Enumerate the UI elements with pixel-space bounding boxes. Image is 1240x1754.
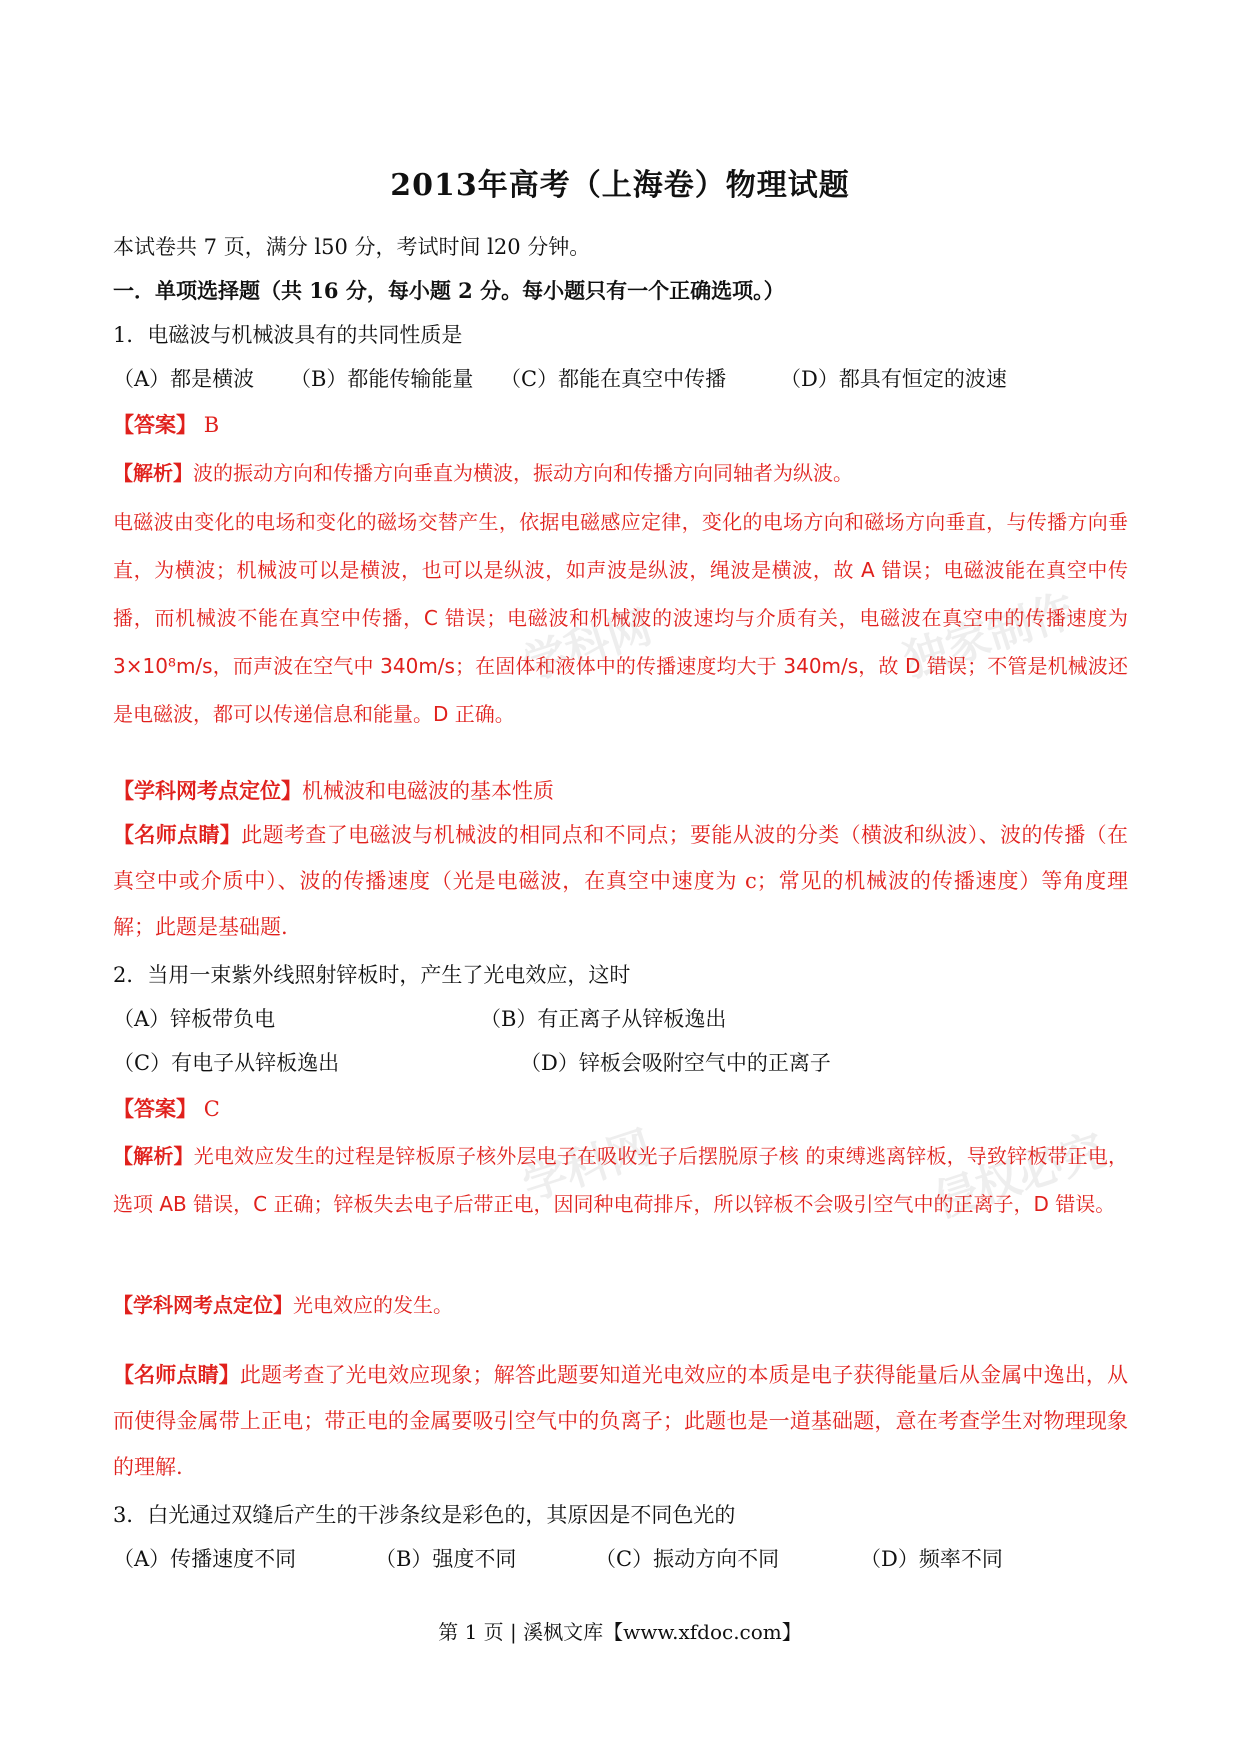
question-2-tip bbox=[113, 1352, 1128, 1490]
answer-label: 【答案】 bbox=[113, 1096, 197, 1121]
analysis-first-line: 波的振动方向和传播方向垂直为横波，振动方向和传播方向同轴者为纵波。 bbox=[193, 461, 853, 485]
topic-text: 机械波和电磁波的基本性质 bbox=[302, 779, 554, 803]
question-3-option-a: （A）传播速度不同 bbox=[113, 1547, 297, 1571]
question-2-analysis bbox=[113, 1132, 1128, 1228]
watermark-text: 侵权必究 bbox=[927, 1124, 1111, 1228]
question-1-stem: 1．电磁波与机械波具有的共同性质是 bbox=[113, 323, 463, 347]
watermark-text: 学科网 bbox=[516, 601, 659, 691]
question-2-answer bbox=[113, 1086, 1128, 1132]
tip-label: 【名师点睛】 bbox=[113, 822, 242, 847]
question-1-option-c: （C）都能在真空中传播 bbox=[500, 367, 727, 391]
question-1-topic bbox=[113, 768, 1128, 814]
question-3-stem: 3．白光通过双缝后产生的干涉条纹是彩色的，其原因是不同色光的 bbox=[113, 1503, 736, 1527]
page-footer: 第 1 页 | 溪枫文库【www.xfdoc.com】 bbox=[438, 1620, 802, 1644]
question-1-analysis-intro bbox=[113, 450, 1128, 496]
tip-text: 此题考查了电磁波与机械波的相同点和不同点；要能从波的分类（横波和纵波）、波的传播（在真空中或介质中）、波的传播速度（光是电磁波，在真空中速度为 c；常见的机械波的传播速度）等角度理解；此题是基础题. bbox=[113, 823, 1128, 939]
topic-label: 【学科网考点定位】 bbox=[113, 778, 302, 803]
question-3-option-d: （D）频率不同 bbox=[860, 1547, 1003, 1571]
question-3-option-c: （C）振动方向不同 bbox=[595, 1547, 780, 1571]
answer-value: C bbox=[203, 1097, 220, 1121]
intro-text: 本试卷共 7 页，满分 l50 分，考试时间 l20 分钟。 bbox=[113, 235, 591, 259]
question-1-option-d: （D）都具有恒定的波速 bbox=[780, 367, 1007, 391]
question-2-topic bbox=[113, 1282, 1128, 1328]
question-2-option-c: （C）有电子从锌板逸出 bbox=[113, 1051, 340, 1075]
question-2-option-d: （D）锌板会吸附空气中的正离子 bbox=[520, 1051, 831, 1075]
topic-text: 光电效应的发生。 bbox=[293, 1293, 453, 1317]
answer-label: 【答案】 bbox=[113, 412, 197, 437]
question-1-option-b: （B）都能传输能量 bbox=[290, 367, 474, 391]
question-2-option-b: （B）有正离子从锌板逸出 bbox=[480, 1007, 727, 1031]
question-1-analysis-body: 电磁波由变化的电场和变化的磁场交替产生，依据电磁感应定律，变化的电场方向和磁场方向垂直，与传播方向垂直，为横波；机械波可以是横波，也可以是纵波，如声波是纵波，绳波是横波，故 A 错误；电磁波能在真空中传播，而机械波不能在真空中传播，C 错误；电磁波和机械波的波速均与介质有关，电磁波在真空中的传播速度为 3×10⁸m/s，而声波在空气中 340m/s；在固体和液体中的传播速度均大于 340m/s，故 D 错误；不管是机械波还是电磁波，都可以传递信息和能量。D 正确。 bbox=[113, 510, 1128, 726]
question-3-option-b: （B）强度不同 bbox=[375, 1547, 517, 1571]
analysis-text: 光电效应发生的过程是锌板原子核外层电子在吸收光子后摆脱原子核 的束缚逃离锌板，导致锌板带正电，选项 AB 错误，C 正确；锌板失去电子后带正电，因同种电荷排斥，所以锌板不会吸引空气中的正离子，D 错误。 bbox=[113, 1144, 1129, 1216]
question-1-tip bbox=[113, 812, 1128, 950]
question-2-option-a: （A）锌板带负电 bbox=[113, 1007, 276, 1031]
section-heading: 一．单项选择题（共 16 分，每小题 2 分。每小题只有一个正确选项。） bbox=[113, 278, 785, 303]
question-1-answer bbox=[113, 402, 1128, 448]
analysis-label: 【解析】 bbox=[113, 1144, 194, 1168]
question-1-option-a: （A）都是横波 bbox=[113, 367, 255, 391]
answer-value: B bbox=[203, 413, 220, 437]
analysis-label: 【解析】 bbox=[113, 461, 193, 485]
watermark-text: 学科网 bbox=[516, 1121, 659, 1211]
question-2-stem: 2．当用一束紫外线照射锌板时，产生了光电效应，这时 bbox=[113, 963, 631, 987]
watermark-text: 独家制作 bbox=[897, 584, 1081, 688]
tip-text: 此题考查了光电效应现象；解答此题要知道光电效应的本质是电子获得能量后从金属中逸出，从而使得金属带上正电；带正电的金属要吸引空气中的负离子；此题也是一道基础题，意在考查学生对物理现象的理解. bbox=[113, 1363, 1129, 1479]
tip-label: 【名师点睛】 bbox=[113, 1362, 240, 1387]
topic-label: 【学科网考点定位】 bbox=[113, 1293, 293, 1317]
page-title: 2013年高考（上海卷）物理试题 bbox=[390, 168, 850, 203]
